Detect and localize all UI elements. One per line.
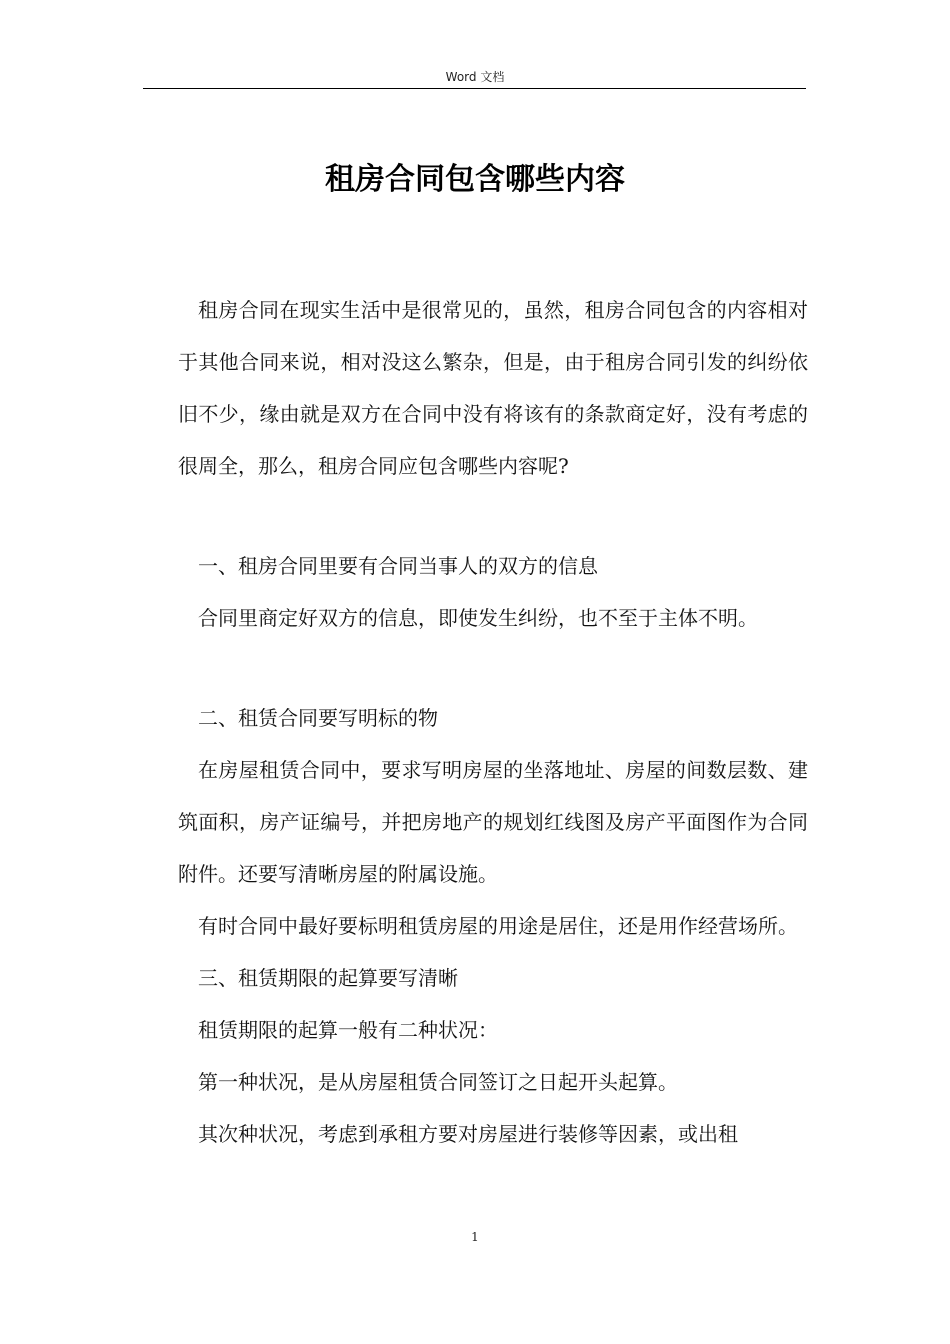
section-3-body-3: 其次种状况，考虑到承租方要对房屋进行装修等因素，或出租 — [198, 1122, 738, 1146]
section-3-heading: 三、租赁期限的起算要写清晰 — [198, 966, 458, 990]
page-number: 1 — [471, 1230, 479, 1244]
header-divider — [143, 88, 806, 89]
section-3-body-1: 租赁期限的起算一般有二种状况： — [198, 1018, 498, 1042]
paragraph-gap — [178, 644, 808, 692]
intro-paragraph: 租房合同在现实生活中是很常见的，虽然，租房合同包含的内容相对于其他合同来说，相对没这么繁杂，但是，由于租房合同引发的纠纷依旧不少，缘由就是双方在合同中没有将该有的条款商定好，没有考虑的很周全，那么，租房合同应包含哪些内容呢? — [178, 298, 808, 478]
document-body — [178, 284, 808, 1160]
document-title: 租房合同包含哪些内容 — [325, 162, 625, 197]
section-3-body-2: 第一种状况，是从房屋租赁合同签订之日起开头起算。 — [198, 1070, 678, 1094]
section-1-body: 合同里商定好双方的信息，即使发生纠纷，也不至于主体不明。 — [198, 606, 758, 630]
section-2-body-2: 有时合同中最好要标明租赁房屋的用途是居住，还是用作经营场所。 — [198, 914, 798, 938]
section-2-body-1: 在房屋租赁合同中，要求写明房屋的坐落地址、房屋的间数层数、建筑面积，房产证编号，并把房地产的规划红线图及房产平面图作为合同附件。还要写清晰房屋的附属设施。 — [178, 758, 808, 886]
section-1-heading: 一、租房合同里要有合同当事人的双方的信息 — [198, 554, 598, 578]
section-2-heading: 二、租赁合同要写明标的物 — [198, 706, 438, 730]
paragraph-gap — [178, 492, 808, 540]
page-header-label: Word 文档 — [445, 70, 505, 84]
